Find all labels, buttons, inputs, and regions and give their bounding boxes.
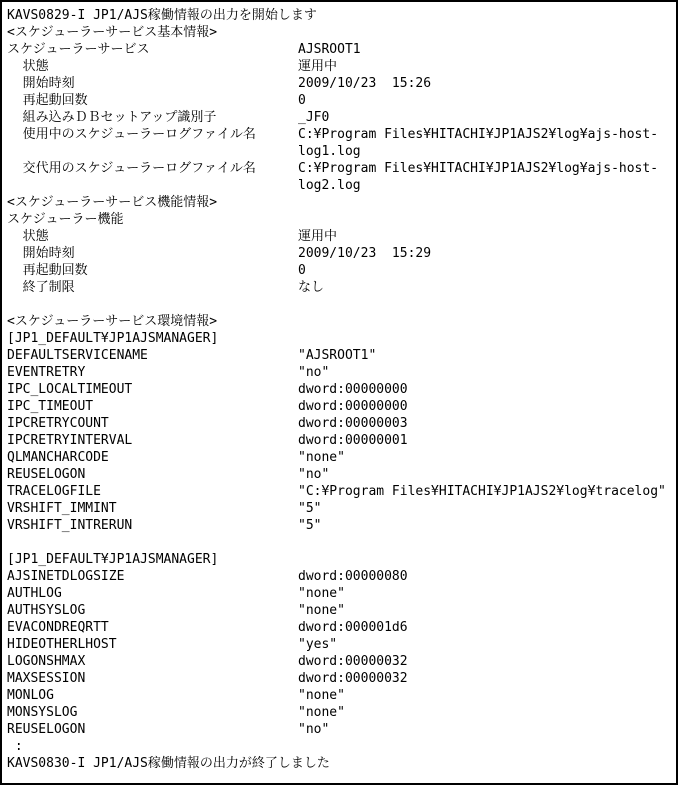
line-value: 0 bbox=[298, 93, 306, 108]
line-value: dword:00000080 bbox=[298, 569, 408, 584]
line-label bbox=[7, 296, 298, 313]
line-label bbox=[7, 143, 298, 160]
line-value: log2.log bbox=[298, 178, 361, 193]
line-value: dword:00000032 bbox=[298, 654, 408, 669]
line-value: dword:00000003 bbox=[298, 416, 408, 431]
console-line bbox=[7, 211, 671, 228]
line-value: dword:00000000 bbox=[298, 399, 408, 414]
console-line bbox=[7, 109, 671, 126]
console-line bbox=[7, 653, 671, 670]
line-label: VRSHIFT_INTRERUN bbox=[7, 518, 133, 533]
console-line bbox=[7, 670, 671, 687]
console-line bbox=[7, 415, 671, 432]
line-value: 運用中 bbox=[298, 229, 338, 244]
console-line bbox=[7, 262, 671, 279]
line-value: 2009/10/23 15:26 bbox=[298, 76, 432, 91]
line-label: 開始時刻 bbox=[7, 246, 75, 261]
line-label: IPCRETRYINTERVAL bbox=[7, 433, 133, 448]
line-label: スケジューラー機能 bbox=[7, 212, 124, 227]
line-label: HIDEOTHERLHOST bbox=[7, 637, 117, 652]
line-label: MONLOG bbox=[7, 688, 54, 703]
line-value: "5" bbox=[298, 518, 322, 533]
console-line bbox=[7, 330, 671, 347]
console-line bbox=[7, 347, 671, 364]
line-value: 運用中 bbox=[298, 59, 338, 74]
line-label: 終了制限 bbox=[7, 280, 75, 295]
console-line bbox=[7, 92, 671, 109]
console-line bbox=[7, 568, 671, 585]
console-line bbox=[7, 228, 671, 245]
console-line bbox=[7, 636, 671, 653]
console-line bbox=[7, 245, 671, 262]
console-line bbox=[7, 381, 671, 398]
console-line bbox=[7, 755, 671, 772]
line-value: "AJSROOT1" bbox=[298, 348, 377, 363]
line-label: AUTHSYSLOG bbox=[7, 603, 86, 618]
console-line bbox=[7, 738, 671, 755]
line-label: <スケジューラーサービス環境情報> bbox=[7, 314, 218, 329]
console-line bbox=[7, 721, 671, 738]
line-label: IPC_TIMEOUT bbox=[7, 399, 94, 414]
line-value: "5" bbox=[298, 501, 322, 516]
line-value: AJSROOT1 bbox=[298, 42, 361, 57]
line-label: AUTHLOG bbox=[7, 586, 62, 601]
console-line bbox=[7, 313, 671, 330]
line-label: KAVS0830-I JP1/AJS稼働情報の出力が終了しました bbox=[7, 756, 330, 771]
line-label: IPCRETRYCOUNT bbox=[7, 416, 109, 431]
console-line bbox=[7, 517, 671, 534]
line-label: DEFAULTSERVICENAME bbox=[7, 348, 148, 363]
line-value: "none" bbox=[298, 450, 345, 465]
line-label: EVENTRETRY bbox=[7, 365, 86, 380]
line-value: C:¥Program Files¥HITACHI¥JP1AJS2¥log¥ajs-host- bbox=[298, 127, 659, 142]
line-label: 状態 bbox=[7, 229, 49, 244]
line-label: REUSELOGON bbox=[7, 467, 86, 482]
console-line bbox=[7, 483, 671, 500]
line-value: dword:000001d6 bbox=[298, 620, 408, 635]
line-label: 再起動回数 bbox=[7, 263, 88, 278]
line-value: dword:00000032 bbox=[298, 671, 408, 686]
console-line bbox=[7, 500, 671, 517]
console-line bbox=[7, 126, 671, 143]
console-line bbox=[7, 398, 671, 415]
console-line bbox=[7, 177, 671, 194]
console-line bbox=[7, 466, 671, 483]
line-label: 使用中のスケジューラーログファイル名 bbox=[7, 127, 256, 142]
line-value: "no" bbox=[298, 467, 330, 482]
line-label: IPC_LOCALTIMEOUT bbox=[7, 382, 133, 397]
console-line bbox=[7, 194, 671, 211]
line-value: "yes" bbox=[298, 637, 338, 652]
console-line bbox=[7, 551, 671, 568]
line-label: 状態 bbox=[7, 59, 49, 74]
line-label: VRSHIFT_IMMINT bbox=[7, 501, 117, 516]
console-line bbox=[7, 585, 671, 602]
line-label: 組み込みＤＢセットアップ識別子 bbox=[7, 110, 217, 125]
line-value: "none" bbox=[298, 586, 345, 601]
line-value: "none" bbox=[298, 688, 345, 703]
line-label: KAVS0829-I JP1/AJS稼働情報の出力を開始します bbox=[7, 8, 317, 23]
line-label: <スケジューラーサービス基本情報> bbox=[7, 25, 218, 40]
console-line bbox=[7, 704, 671, 721]
line-value: 0 bbox=[298, 263, 306, 278]
console-line bbox=[7, 7, 671, 24]
line-label: : bbox=[7, 739, 23, 754]
line-label: <スケジューラーサービス機能情報> bbox=[7, 195, 218, 210]
console-line bbox=[7, 687, 671, 704]
line-label: [JP1_DEFAULT¥JP1AJSMANAGER] bbox=[7, 331, 219, 346]
console-line bbox=[7, 296, 671, 313]
line-label: 開始時刻 bbox=[7, 76, 75, 91]
line-label: 交代用のスケジューラーログファイル名 bbox=[7, 161, 256, 176]
console-line bbox=[7, 534, 671, 551]
console-line bbox=[7, 279, 671, 296]
line-label bbox=[7, 177, 298, 194]
line-value: 2009/10/23 15:29 bbox=[298, 246, 432, 261]
line-label: MAXSESSION bbox=[7, 671, 86, 686]
line-value: "none" bbox=[298, 705, 345, 720]
line-value: "no" bbox=[298, 722, 330, 737]
line-label: スケジューラーサービス bbox=[7, 42, 150, 57]
console-line bbox=[7, 75, 671, 92]
line-label: [JP1_DEFAULT¥JP1AJSMANAGER] bbox=[7, 552, 219, 567]
line-label: EVACONDREQRTT bbox=[7, 620, 109, 635]
console-line bbox=[7, 41, 671, 58]
line-value: "no" bbox=[298, 365, 330, 380]
line-value: dword:00000001 bbox=[298, 433, 408, 448]
line-value: "C:¥Program Files¥HITACHI¥JP1AJS2¥log¥tracelog" bbox=[298, 484, 666, 499]
console-line bbox=[7, 449, 671, 466]
console-line bbox=[7, 619, 671, 636]
console-line bbox=[7, 24, 671, 41]
line-value: C:¥Program Files¥HITACHI¥JP1AJS2¥log¥ajs-host- bbox=[298, 161, 659, 176]
line-value: "none" bbox=[298, 603, 345, 618]
console-line bbox=[7, 143, 671, 160]
line-label: LOGONSHMAX bbox=[7, 654, 86, 669]
line-label: QLMANCHARCODE bbox=[7, 450, 109, 465]
console-line bbox=[7, 602, 671, 619]
line-value: dword:00000000 bbox=[298, 382, 408, 397]
line-label: MONSYSLOG bbox=[7, 705, 78, 720]
line-label: AJSINETDLOGSIZE bbox=[7, 569, 125, 584]
line-label: TRACELOGFILE bbox=[7, 484, 101, 499]
line-value: なし bbox=[298, 280, 325, 295]
line-label bbox=[7, 534, 298, 551]
line-label: 再起動回数 bbox=[7, 93, 88, 108]
line-value: log1.log bbox=[298, 144, 361, 159]
console-line bbox=[7, 364, 671, 381]
line-label: REUSELOGON bbox=[7, 722, 86, 737]
console-line bbox=[7, 58, 671, 75]
console-line bbox=[7, 160, 671, 177]
console-line bbox=[7, 432, 671, 449]
line-value: _JF0 bbox=[298, 110, 330, 125]
